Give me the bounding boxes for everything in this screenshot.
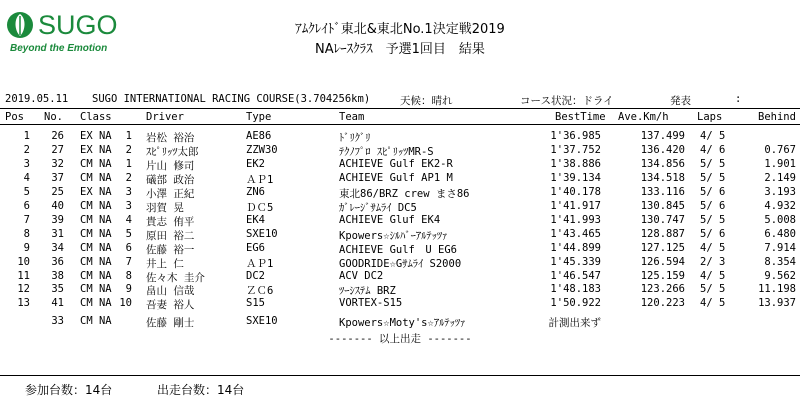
cell-pos: 5 bbox=[23, 185, 30, 198]
logo-text: SUGO bbox=[38, 10, 118, 40]
event-title: ｱﾑｸﾚｲﾄﾞ東北&東北No.1決定戦2019 bbox=[295, 22, 505, 37]
logo-tagline: Beyond the Emotion bbox=[10, 43, 108, 54]
cell-best: 1'41.993 bbox=[550, 213, 601, 226]
cell-cpos: 3 bbox=[125, 199, 132, 212]
cell-type: DC2 bbox=[246, 269, 265, 282]
cell-cls: CM NA bbox=[80, 297, 112, 310]
cell-best: 1'36.985 bbox=[550, 130, 601, 142]
starter-count: 出走台数：14台 bbox=[157, 383, 245, 397]
cell-cpos: 7 bbox=[125, 255, 132, 268]
cell-behind: 0.767 bbox=[764, 143, 796, 156]
cell-no: 33 bbox=[51, 315, 64, 327]
cell-best: 1'41.917 bbox=[550, 199, 601, 212]
cell-laps: 5/ 5 bbox=[700, 283, 726, 296]
cell-pos: 1 bbox=[23, 130, 30, 142]
cell-driver: 井上 仁 bbox=[146, 257, 184, 270]
cell-type: SXE10 bbox=[246, 315, 278, 327]
cell-laps: 5/ 5 bbox=[700, 171, 726, 184]
cell-cpos: 10 bbox=[119, 297, 132, 310]
footer-rule bbox=[0, 375, 800, 376]
cell-team: 東北86/BRZ crew まさ86 bbox=[339, 187, 470, 200]
cell-driver: 佐藤 裕一 bbox=[146, 243, 195, 256]
cell-behind: 8.354 bbox=[764, 255, 796, 268]
cell-best: 1'37.752 bbox=[550, 143, 601, 156]
cell-ave: 123.266 bbox=[640, 283, 685, 296]
cell-cpos: 8 bbox=[125, 269, 132, 282]
header-bottom-rule bbox=[0, 124, 800, 125]
cell-laps: 5/ 5 bbox=[700, 157, 726, 170]
cell-team: ACHIEVE Gulf AP1 M bbox=[339, 171, 453, 184]
cell-type: S15 bbox=[246, 297, 265, 310]
cell-behind: 1.901 bbox=[764, 157, 796, 170]
weather: 天候：晴れ bbox=[400, 95, 453, 107]
cell-no: 39 bbox=[51, 213, 64, 226]
cell-behind: 4.932 bbox=[764, 199, 796, 212]
cell-best: 1'40.178 bbox=[550, 185, 601, 198]
cell-pos: 11 bbox=[17, 269, 30, 282]
cell-pos: 9 bbox=[23, 241, 30, 254]
cell-type: AE86 bbox=[246, 130, 272, 142]
cell-type: ZN6 bbox=[246, 185, 265, 198]
cell-no: 40 bbox=[51, 199, 64, 212]
cell-type: ＺＣ6 bbox=[246, 285, 274, 298]
cell-laps: 5/ 5 bbox=[700, 213, 726, 226]
cell-type: ZZW30 bbox=[246, 143, 278, 156]
cell-cls: CM NA bbox=[80, 171, 112, 184]
header-ave: Ave.Km/h bbox=[618, 111, 669, 123]
cell-pos: 7 bbox=[23, 213, 30, 226]
cell-ave: 120.223 bbox=[640, 297, 685, 310]
cell-cpos: 9 bbox=[125, 283, 132, 296]
cell-team: ACHIEVE Gluf EK4 bbox=[339, 213, 441, 226]
header-class: Class bbox=[80, 111, 112, 123]
cell-cpos: 1 bbox=[125, 157, 132, 170]
cell-cls: CM NA bbox=[80, 315, 112, 327]
cell-cls: EX NA bbox=[80, 130, 112, 142]
cell-no: 27 bbox=[51, 143, 64, 156]
cell-type: ＡＰ1 bbox=[246, 257, 274, 270]
entry-count: 参加台数：14台 bbox=[25, 383, 113, 397]
cell-cls: EX NA bbox=[80, 185, 112, 198]
cell-ave: 134.518 bbox=[640, 171, 685, 184]
header-behind: Behind bbox=[758, 111, 796, 123]
cell-cpos: 4 bbox=[125, 213, 132, 226]
cell-driver: 小澤 正紀 bbox=[146, 187, 195, 200]
cell-best: 1'43.465 bbox=[550, 227, 601, 240]
cell-ave: 134.856 bbox=[640, 157, 685, 170]
cell-laps: 2/ 3 bbox=[700, 255, 726, 268]
cell-cls: CM NA bbox=[80, 269, 112, 282]
cell-cls: CM NA bbox=[80, 199, 112, 212]
cell-ave: 128.887 bbox=[640, 227, 685, 240]
cell-team: ACHIEVE Gulf U EG6 bbox=[339, 243, 457, 256]
cell-best: 1'45.339 bbox=[550, 255, 601, 268]
cell-driver: 佐藤 剛士 bbox=[146, 317, 195, 329]
cell-type: ＤＣ5 bbox=[246, 201, 274, 214]
cell-pos: 10 bbox=[17, 255, 30, 268]
cell-best: 1'38.886 bbox=[550, 157, 601, 170]
cell-cls: CM NA bbox=[80, 227, 112, 240]
cell-cpos: 2 bbox=[125, 143, 132, 156]
cell-no: 31 bbox=[51, 227, 64, 240]
cell-team: ｶﾞﾚｰｼﾞｻﾑﾗｲ DC5 bbox=[339, 201, 417, 214]
header-team: Team bbox=[339, 111, 365, 123]
course-name: SUGO INTERNATIONAL RACING COURSE(3.704256km) bbox=[92, 93, 371, 105]
cell-ave: 130.747 bbox=[640, 213, 685, 226]
announce-label: 発表 bbox=[670, 95, 691, 107]
cell-cls: CM NA bbox=[80, 283, 112, 296]
started-note: ------- 以上出走 ------- bbox=[328, 333, 472, 345]
cell-behind: 2.149 bbox=[764, 171, 796, 184]
cell-laps: 5/ 6 bbox=[700, 185, 726, 198]
cell-cpos: 6 bbox=[125, 241, 132, 254]
cell-type: EK4 bbox=[246, 213, 265, 226]
cell-behind: 5.008 bbox=[764, 213, 796, 226]
header-laps: Laps bbox=[697, 111, 723, 123]
cell-team: ACHIEVE Gulf EK2-R bbox=[339, 157, 453, 170]
cell-type: SXE10 bbox=[246, 227, 278, 240]
cell-type: EG6 bbox=[246, 241, 265, 254]
session-title: NAﾚｰｽｸﾗｽ 予選1回目 結果 bbox=[315, 42, 485, 57]
cell-best: 1'48.183 bbox=[550, 283, 601, 296]
cell-no: 26 bbox=[51, 130, 64, 142]
cell-no: 37 bbox=[51, 171, 64, 184]
cell-best: 1'50.922 bbox=[550, 297, 601, 310]
cell-best: 1'46.547 bbox=[550, 269, 601, 282]
header-besttime: BestTime bbox=[555, 111, 606, 123]
cell-best: 1'44.899 bbox=[550, 241, 601, 254]
cell-ave: 130.845 bbox=[640, 199, 685, 212]
header-type: Type bbox=[246, 111, 272, 123]
cell-behind: 13.937 bbox=[758, 297, 796, 310]
cell-team: VORTEX-S15 bbox=[339, 297, 403, 310]
cell-no: 25 bbox=[51, 185, 64, 198]
race-date: 2019.05.11 bbox=[5, 93, 69, 105]
cell-team: Kpowers☆ｼﾙﾊﾞｰｱﾙﾃｯﾂｧ bbox=[339, 229, 448, 242]
cell-ave: 125.159 bbox=[640, 269, 685, 282]
cell-best: 1'39.134 bbox=[550, 171, 601, 184]
header-pos: Pos bbox=[5, 111, 24, 123]
cell-cls: CM NA bbox=[80, 255, 112, 268]
cell-behind: 9.562 bbox=[764, 269, 796, 282]
cell-pos: 2 bbox=[23, 143, 30, 156]
cell-no: 35 bbox=[51, 283, 64, 296]
cell-team: Kpowers☆Moty's☆ｱﾙﾃｯﾂｧ bbox=[339, 317, 466, 329]
cell-no: 36 bbox=[51, 255, 64, 268]
cell-ave: 136.420 bbox=[640, 143, 685, 156]
cell-behind: 3.193 bbox=[764, 185, 796, 198]
cell-cpos: 3 bbox=[125, 185, 132, 198]
cell-pos: 6 bbox=[23, 199, 30, 212]
cell-behind: 6.480 bbox=[764, 227, 796, 240]
cell-driver: 礒部 政治 bbox=[146, 173, 195, 186]
cell-driver: 畠山 信哉 bbox=[146, 285, 195, 298]
cell-team: ﾄﾞﾘｸﾞﾘ bbox=[339, 132, 371, 144]
cell-driver: 原田 裕二 bbox=[146, 229, 195, 242]
cell-cls: CM NA bbox=[80, 241, 112, 254]
cell-laps: 4/ 5 bbox=[700, 297, 726, 310]
cell-driver: 貴志 侑平 bbox=[146, 215, 195, 228]
cell-no: 38 bbox=[51, 269, 64, 282]
cell-laps: 5/ 6 bbox=[700, 227, 726, 240]
cell-driver: ｽﾋﾟﾘｯﾂ太郎 bbox=[146, 145, 199, 158]
cell-driver: 岩松 裕治 bbox=[146, 132, 195, 144]
cell-ave: 133.116 bbox=[640, 185, 685, 198]
cell-laps: 4/ 5 bbox=[700, 241, 726, 254]
course-condition: コース状況：ドライ bbox=[520, 95, 614, 107]
cell-behind: 7.914 bbox=[764, 241, 796, 254]
cell-team: ACV DC2 bbox=[339, 269, 384, 282]
cell-no: 41 bbox=[51, 297, 64, 310]
cell-laps: 5/ 6 bbox=[700, 199, 726, 212]
cell-ave: 137.499 bbox=[640, 130, 685, 142]
cell-pos: 8 bbox=[23, 227, 30, 240]
cell-team: GOODRIDE☆Gｻﾑﾗｲ S2000 bbox=[339, 257, 462, 270]
cell-ave: 127.125 bbox=[640, 241, 685, 254]
header-top-rule bbox=[0, 108, 800, 109]
cell-type: EK2 bbox=[246, 157, 265, 170]
cell-driver: 片山 修司 bbox=[146, 159, 195, 172]
cell-laps: 4/ 5 bbox=[700, 269, 726, 282]
cell-type: ＡＰ1 bbox=[246, 173, 274, 186]
header-no: No. bbox=[44, 111, 63, 123]
cell-pos: 3 bbox=[23, 157, 30, 170]
cell-driver: 羽賀 晃 bbox=[146, 201, 184, 214]
cell-ave: 126.594 bbox=[640, 255, 685, 268]
cell-no: 32 bbox=[51, 157, 64, 170]
header-driver: Driver bbox=[146, 111, 184, 123]
cell-cls: EX NA bbox=[80, 143, 112, 156]
cell-no: 34 bbox=[51, 241, 64, 254]
cell-driver: 吾妻 裕人 bbox=[146, 299, 195, 312]
cell-cpos: 5 bbox=[125, 227, 132, 240]
cell-behind: 11.198 bbox=[758, 283, 796, 296]
cell-pos: 12 bbox=[17, 283, 30, 296]
cell-pos: 13 bbox=[17, 297, 30, 310]
cell-best: 計測出来ず bbox=[548, 317, 601, 329]
cell-cls: CM NA bbox=[80, 213, 112, 226]
cell-cls: CM NA bbox=[80, 157, 112, 170]
announce-time: : bbox=[735, 93, 742, 105]
cell-driver: 佐々木 圭介 bbox=[146, 271, 205, 284]
cell-team: ﾂｰｼｽﾃﾑ BRZ bbox=[339, 285, 396, 298]
cell-cpos: 1 bbox=[125, 130, 132, 142]
cell-pos: 4 bbox=[23, 171, 30, 184]
cell-team: ﾃｸﾉﾌﾟﾛ ｽﾋﾟﾘｯﾂMR-S bbox=[339, 145, 434, 158]
cell-laps: 4/ 6 bbox=[700, 143, 726, 156]
cell-cpos: 2 bbox=[125, 171, 132, 184]
cell-laps: 4/ 5 bbox=[700, 130, 726, 142]
